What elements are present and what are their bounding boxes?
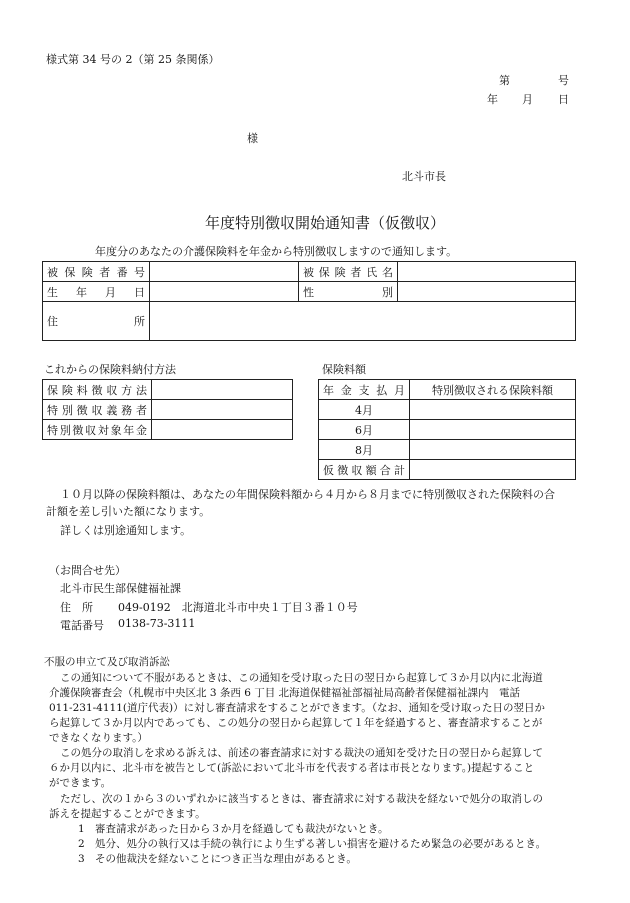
contact-address-label: 住 所 <box>60 601 93 614</box>
birthdate-label: 生年月日 <box>47 285 145 299</box>
address-label: 住所 <box>47 315 145 328</box>
appeal-p1-line: できなくなります。） <box>49 732 148 744</box>
amount-april <box>410 400 576 420</box>
target-pension-value <box>152 420 293 440</box>
payment-method-title: これからの保険料納付方法 <box>44 363 176 376</box>
appeal-p3-line: 訴えを提起することができます。 <box>49 808 206 820</box>
appeal-p1-line: ら起算して３か月以内であっても、この処分の翌日から起算して１年を経過すると、審査請求することが <box>49 717 543 729</box>
payment-month-header: 年金支払月 <box>323 383 405 397</box>
insured-name-value <box>398 262 576 282</box>
collection-agent-label: 特別徴収義務者 <box>47 403 147 417</box>
insured-info-table <box>42 261 576 341</box>
insured-number-value <box>150 262 299 282</box>
premium-amount-header: 特別徴収される保険料額 <box>410 380 576 400</box>
doc-number-go: 号 <box>558 74 569 87</box>
issuer: 北斗市長 <box>402 170 446 183</box>
date-month: 月 <box>522 93 533 106</box>
contact-phone: 0138-73-3111 <box>118 617 196 630</box>
doc-number-dai: 第 <box>499 74 510 87</box>
appeal-p1-line: この通知について不服があるときは、この通知を受け取った日の翌日から起算して３か月以内に北海道 <box>60 672 543 684</box>
appeal-p2-line: ６か月以内に、北斗市を被告として(訴訟において北斗市を代表する者は市長となります。)提起すること <box>49 762 535 774</box>
birthdate-value <box>150 282 299 302</box>
collection-method-label: 保険料徴収方法 <box>47 383 147 397</box>
appeal-p2-line: この処分の取消しを求める訴えは、前述の審査請求に対する裁決の通知を受けた日の翌日から起算して <box>60 747 543 759</box>
contact-dept: 北斗市民生部保健福祉課 <box>60 582 181 595</box>
page-title: 年度特別徴収開始通知書（仮徴収） <box>205 214 446 232</box>
appeal-item-text: 処分、処分の執行又は手続の執行により生ずる著しい損害を避けるため緊急の必要があるとき。 <box>95 838 547 850</box>
month-april: 4月 <box>319 400 410 420</box>
sex-value <box>398 282 576 302</box>
note-line-1: １０月以降の保険料額は、あなたの年間保険料額から４月から８月までに特別徴収された保険料の合 <box>60 488 555 501</box>
amount-august <box>410 440 576 460</box>
appeal-item-number: 1 <box>78 823 85 835</box>
date-year: 年 <box>487 93 498 106</box>
premium-table <box>318 379 576 480</box>
provisional-total-value <box>410 460 576 480</box>
sex-label: 性別 <box>303 285 393 299</box>
appeal-item-text: 審査請求があった日から３か月を経過しても裁決がないとき。 <box>95 823 389 835</box>
premium-title: 保険料額 <box>322 363 366 376</box>
appeal-p3-line: ただし、次の１から３のいずれかに該当するときは、審査請求に対する裁決を経ないで処分の取消しの <box>60 793 543 805</box>
appeal-p2-line: ができます。 <box>49 777 112 789</box>
contact-address: 049-0192 北海道北斗市中央１丁目３番１０号 <box>118 601 358 614</box>
amount-june <box>410 420 576 440</box>
note-line-2: 計額を差し引いた額になります。 <box>46 505 211 518</box>
insured-name-label: 被保険者氏名 <box>303 265 393 279</box>
appeal-item-number: 2 <box>78 838 85 850</box>
contact-heading: （お問合せ先） <box>49 564 126 577</box>
appeal-p1-line: 介護保険審査会（札幌市中央区北 3 条西 6 丁目 北海道保健福祉部福祉局高齢者保健福祉課内 電話 <box>49 687 521 699</box>
appeal-p1-line: 011-231-4111(道庁代表)）に対し審査請求をすることができます。（なお、通知を受け取った日の翌日か <box>49 702 546 714</box>
insured-number-label: 被保険者番号 <box>47 265 145 279</box>
recipient-sama: 様 <box>247 132 258 145</box>
note-line-3: 詳しくは別途通知します。 <box>60 524 192 537</box>
target-pension-label: 特別徴収対象年金 <box>47 423 147 437</box>
month-august: 8月 <box>319 440 410 460</box>
month-june: 6月 <box>319 420 410 440</box>
payment-method-table <box>42 379 293 440</box>
contact-phone-label: 電話番号 <box>60 619 104 632</box>
address-value <box>150 302 576 341</box>
form-number: 様式第 34 号の 2（第 25 条関係） <box>46 53 220 66</box>
appeal-heading: 不服の申立て及び取消訴訟 <box>44 656 170 668</box>
date-day: 日 <box>558 93 569 106</box>
appeal-item-number: 3 <box>78 853 85 865</box>
appeal-item-text: その他裁決を経ないことにつき正当な理由があるとき。 <box>95 853 357 865</box>
collection-agent-value <box>152 400 293 420</box>
collection-method-value <box>152 380 293 400</box>
intro-text: 年度分のあなたの介護保険料を年金から特別徴収しますので通知します。 <box>95 245 458 258</box>
provisional-total-label: 仮徴収額合計 <box>323 463 405 477</box>
